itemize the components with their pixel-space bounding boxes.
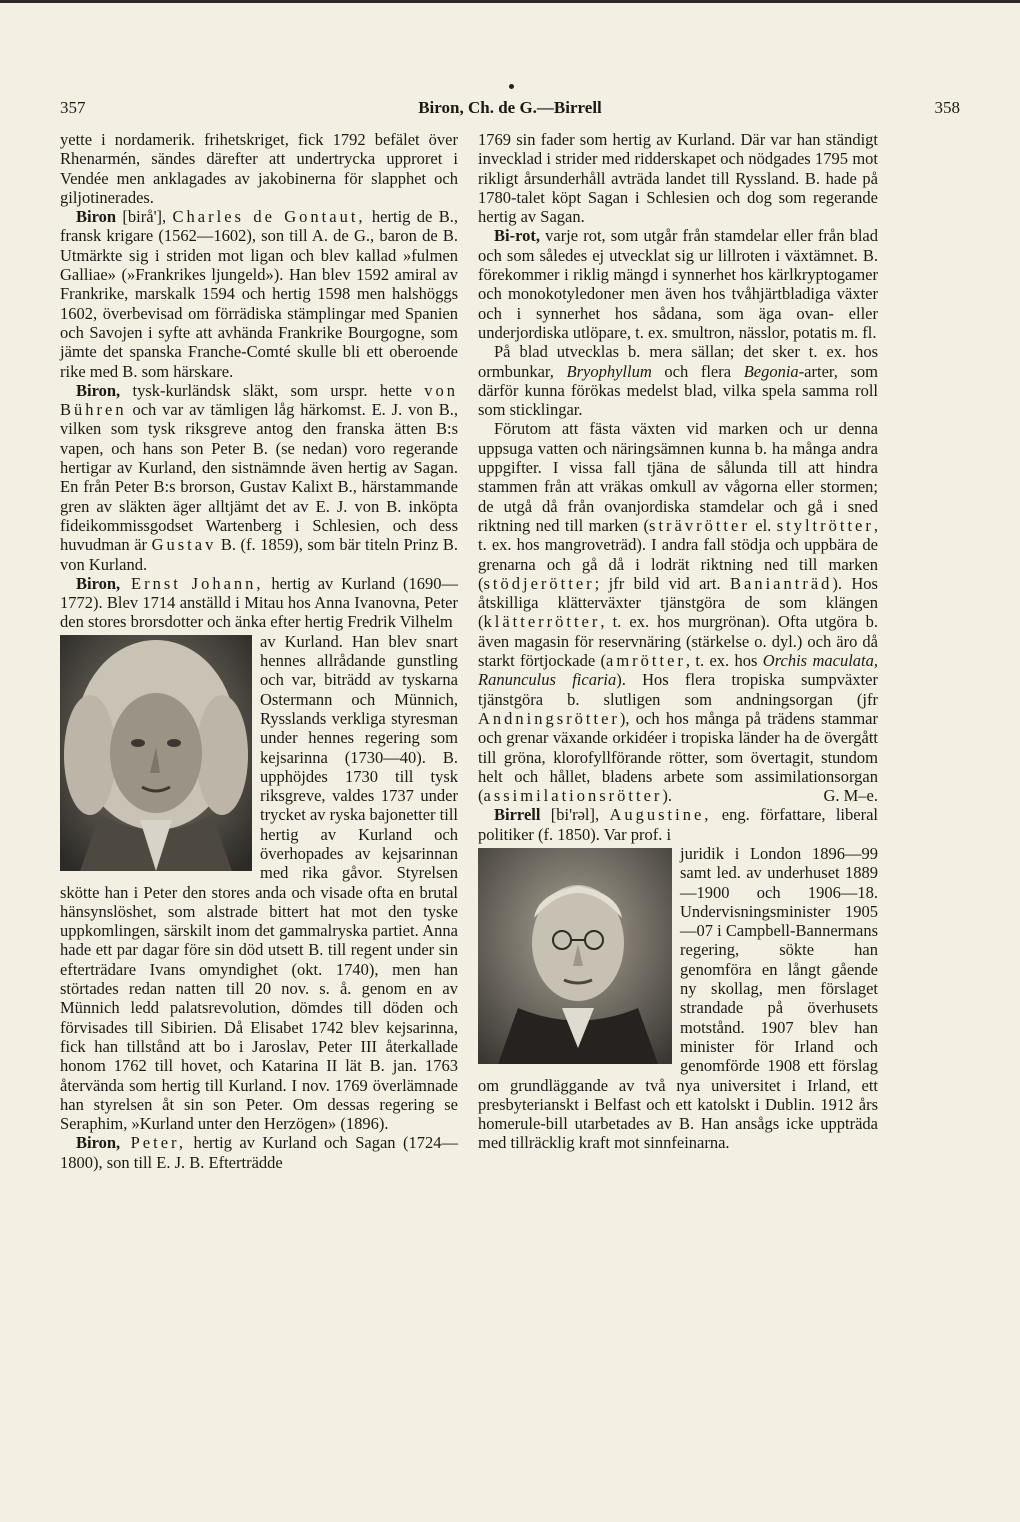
entry-bi-rot (478, 226, 878, 342)
pronunciation: [bi'rəl], (540, 805, 610, 825)
entry-text: hertig av Kurland och Sagan (1724—1800), son till E. J. B. Efterträdde (60, 1133, 458, 1172)
entry-text: hertig av Kurland (1690—1772). Blev 1714 anställd i Mitau hos Anna Ivanovna, Peter den stores brorsdotter och änka efter hertig Fredrik Vilhelm (60, 573, 459, 632)
entry-name: Ernst Johann, (120, 573, 264, 593)
headword: Biron, (76, 573, 121, 593)
entry-biron-ernst (60, 574, 458, 632)
paragraph (478, 342, 878, 419)
entry-birrell-cont: juridik i London 1896—99 samt led. av underhuset 1889—1900 och 1906—18. Undervisningsminister 1905—07 i Campbell-Bannermans regering, sökte han genomföra en långt gående ny skollag, men förslaget strandade på överhusets motstånd. 1907 blev han minister för Irland och genomförde 1908 ett förslag om grundläggande av två nya universitet i Irland, ett presbyterianskt i Belfast och ett katolskt i Dublin. 1912 års homerule-bill utarbetades av B. Han ansågs icke uppträda med tillräcklig kraft mot sinnfeinarna. (478, 843, 878, 1153)
species-name: Begonia (743, 361, 799, 381)
paragraph (478, 419, 878, 805)
spaced-term: klätterrötter (483, 612, 601, 632)
entry-text: tysk-kurländsk släkt, som urspr. hette (120, 380, 425, 400)
species-name: Orchis maculata, Ranunculus ficaria (478, 651, 878, 690)
spaced-name: von Bühren (60, 380, 458, 420)
entry-text: hertig de B., fransk krigare (1562—1602), son till A. de G., baron de B. Utmärkte sig i striden mot ligan och blev kallad »fulmen Galliae» (»Frankrikes ljungeld»). Han blev 1592 amiral av Frankrike, marskalk 1594 och hertig 1598 men halshöggs 1602, överbevisad om förrädiska stämplingar med Spanien och Savojen i syfte att avhända Frankrike Bourgogne, som jämte det spanska Franche-Comté skulle bli ett oberoende rike med B. som härskare. (60, 207, 458, 381)
left-column (60, 130, 458, 1172)
headword: Biron, (76, 1133, 121, 1153)
page-number-right: 358 (934, 98, 960, 117)
text: och flera (651, 361, 744, 381)
spaced-term: assimilationsrötter (483, 786, 663, 806)
entry-birrell (478, 805, 878, 844)
text: -arter, som därför kunna förökas medelst blad, vilka spela samma roll som sticklingar. (478, 361, 879, 420)
spaced-term: Banianträd (730, 573, 833, 593)
species-name: Bryophyllum (566, 361, 652, 381)
portrait-biron-image (60, 635, 252, 871)
headword: Biron (76, 207, 117, 227)
text: , t. ex. hos mangroveträd). I andra fall stödja och uppbära de grenarna och gå då i lodrät riktning ned till marken ( (478, 515, 878, 593)
text: Förutom att fästa växten vid marken och ur denna uppsuga vatten och näringsämnen kunna b. ha många andra uppgifter. I vissa fall tjäna de sålunda till att hindra stammen från att vräkas omkull av vågorna eller stormen; de utgå då från ovanjordiska stamdelar och gå i sned riktning ned till marken ( (478, 419, 878, 535)
text: ; jfr bild vid art. (594, 573, 730, 593)
spaced-name: Gustav (151, 535, 217, 555)
text: ). Hos flera tropiska sumpväxter tjänstgöra b. slutligen som andningsorgan (jfr (478, 670, 878, 709)
spaced-term: amrötter (606, 651, 686, 671)
page-number-left: 357 (60, 98, 86, 117)
pronunciation: [birå'], (116, 207, 173, 227)
entry-biron-charles (60, 207, 458, 381)
entry-name: Peter, (120, 1133, 186, 1153)
paragraph: 1769 sin fader som hertig av Kurland. Där var han ständigt invecklad i strider med ridderskapet och nödgades 1795 mot rikligt årsunderhåll avträda landet till Ryssland. B. hade på 1780-talet köpt Sagan i Schlesien och dog som regerande hertig av Sagan. (478, 130, 878, 227)
text: På blad utvecklas b. mera sällan; det sker t. ex. hos ormbunkar, (478, 342, 878, 381)
entry-biron-family (60, 381, 458, 574)
header-title: Biron, Ch. de G.—Birrell (418, 98, 602, 117)
entry-text: eng. författare, liberal politiker (f. 1850). Var prof. i (478, 805, 878, 844)
entry-biron-ernst-cont: av Kurland. Han blev snart hennes allrådande gunstling och var, biträdd av tyskarna Ostermann och Münnich, Rysslands verkliga styresman under hennes regering som kejsarinna (1730—40). B. upphöjdes 1730 till tysk riksgreve, valdes 1737 under trycket av ryska bajonetter till hertig av Kurland och överhopades av kejsarinnan med rika gåvor. Styrelsen skötte han i Peter den stores anda och visade ofta en brutal hänsynslöshet, som alstrade bittert hat mot den tyske uppkomlingen, särskilt inom det gammalryska partiet. Anna hade ett par dagar före sin död utsett B. till regent under sin efterträdare Ivans omyndighet (okt. 1740), men han störtades redan natten till 20 nov. s. å. genom en av Münnich ledd palatsrevolution, dömdes till döden och förvisades till Sibirien. Då Elisabet 1742 blev kejsarinna, fick han tillstånd att bo i Jaroslav, Peter III återkallade honom 1762 till hovet, och Katarina II lät B. jan. 1763 återvända som hertig till Kurland. I nov. 1769 överlämnade han styrelsen åt sin son Peter. Om dessas regering se Seraphim, »Kurland unter den Herzögen» (1896). (60, 631, 458, 1134)
headword: Birrell (494, 805, 541, 825)
entry-name: Augustine, (609, 805, 712, 825)
paragraph: yette i nordamerik. frihetskriget, fick 1792 befälet över Rhenarmén, sändes därefter att undertrycka upproret i Vendée men anklagades av jakobinerna för slapphet och giljotinerades. (60, 130, 458, 207)
entry-name: Charles de Gontaut, (172, 207, 366, 227)
text: ). Hos åtskilliga klätterväxter tjänstgöra de som klängen ( (478, 573, 878, 632)
author-signature: G. M–e. (823, 786, 878, 806)
spaced-term: Andningsrötter (478, 708, 620, 728)
entry-biron-peter (60, 1133, 458, 1172)
text: , t. ex. hos (685, 651, 763, 671)
entry-text: varje rot, som utgår från stamdelar eller från blad och som således ej utvecklat sig ur lillroten i växtämnet. B. förekommer i riklig mängd i synnerhet hos kärlkryptogamer och monokotyledoner men även hos tvåhjärtbladiga växter och i synnerhet hos sådana, som äga ovan- eller underjordiska utlöpare, t. ex. smultron, nässlor, potatis m. fl. (478, 226, 878, 342)
text: , t. ex. hos murgrönan). Ofta utgöra b. även magasin för reservnäring (stärkelse o. dyl.) och äro då starkt förtjockade ( (478, 612, 878, 671)
entry-text: och var av tämligen låg härkomst. E. J. von B., vilken som tysk riksgreve antog den franska ätten B:s vapen, och hans son Peter B. (se nedan) voro regerande hertigar av Kurland, den sistnämnde även hertig av Sagan. En från Peter B:s brorson, Gustav Kalixt B., härstammande gren av släkten äger alltjämt det av E. J. von B. inköpta fideikommissgodset Wartenberg i Schlesien, och dess huvudman är (60, 400, 458, 555)
spaced-term: styltrötter (776, 515, 874, 535)
headword: Biron, (76, 380, 121, 400)
portrait-birrell-image (478, 848, 672, 1064)
running-header (60, 98, 960, 124)
spaced-term: strävrötter (649, 515, 750, 535)
right-column (478, 130, 878, 1153)
page-mark (509, 84, 514, 89)
entry-text: B. (f. 1859), som bär titeln Prinz B. von Kurland. (60, 535, 458, 574)
text: ). (662, 786, 673, 806)
text: el. (749, 515, 777, 535)
headword: Bi-rot, (494, 226, 540, 246)
spaced-term: stödjerötter (483, 573, 595, 593)
top-rule (0, 0, 1020, 3)
text: ), och hos många på trädens stammar och grenar växande orkidéer i tropiska länder ha de övergått till gröna, klorofyllförande rötter, som övertagit, stundom helt och hållet, bladens arbete som assimilationsorgan ( (478, 708, 878, 806)
